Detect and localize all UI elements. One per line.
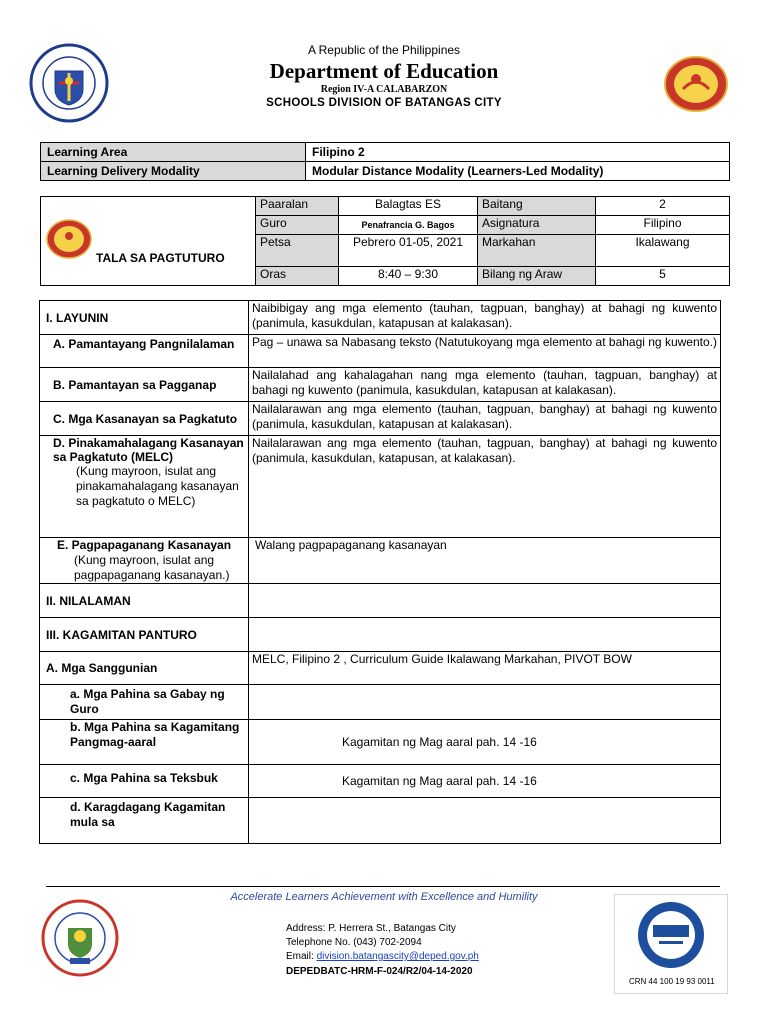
karagdagang-label: d. Karagdagang Kagamitan mula sa: [40, 798, 249, 844]
tala-left-cell: [41, 197, 255, 285]
footer-telephone: Telephone No. (043) 702-2094: [286, 937, 422, 948]
kagamitan-value: [249, 618, 721, 652]
footer-email-line: [286, 951, 479, 962]
pagganap-label: B. Pamantayan sa Pagganap: [40, 368, 249, 402]
gabay-value: [249, 685, 721, 720]
baitang-label: Baitang: [478, 197, 596, 216]
pagpapaganang-label: E. Pagpapaganang Kasanayan: [57, 538, 232, 552]
petsa-label: Petsa: [256, 235, 339, 267]
tala-title: TALA SA PAGTUTURO: [96, 251, 225, 265]
baitang-value: 2: [596, 197, 730, 216]
footer-address: Address: P. Herrera St., Batangas City: [286, 923, 456, 934]
guro-label: Guro: [256, 216, 339, 235]
pagpapaganang-note: (Kung mayroon, isulat ang pagpapaganang kasanayan.): [74, 553, 230, 582]
oras-value: 8:40 – 9:30: [339, 267, 478, 286]
table-row: [256, 216, 730, 235]
pamantayang-label: A. Pamantayang Pangnilalaman: [40, 335, 249, 368]
pagpapaganang-cell: [40, 538, 249, 584]
table-row: [256, 267, 730, 286]
table-row: [40, 584, 721, 618]
division-seal-logo: [663, 55, 729, 113]
table-row: [40, 436, 721, 538]
table-row: [40, 798, 721, 844]
pangmag-value: Kagamitan ng Mag aaral pah. 14 -16: [249, 720, 721, 765]
table-row: [40, 538, 721, 584]
paaralan-label: Paaralan: [256, 197, 339, 216]
nilalaman-label: II. NILALAMAN: [40, 584, 249, 618]
division-seal-small-logo: [46, 219, 92, 259]
melc-value: Nailalarawan ang mga elemento (tauhan, tagpuan, banghay) at bahagi ng kuwento (panimula, kasukdulan, katapusan, at kalakasan).: [249, 436, 721, 538]
republic-line: A Republic of the Philippines: [307, 43, 461, 57]
footer-form-code: DEPEDBATC-HRM-F-024/R2/04-14-2020: [286, 966, 473, 977]
table-row: [40, 402, 721, 436]
table-row: [40, 618, 721, 652]
table-row: [41, 143, 730, 162]
oras-label: Oras: [256, 267, 339, 286]
table-row: [256, 197, 730, 216]
table-row: [40, 765, 721, 798]
bilang-value: 5: [596, 267, 730, 286]
melc-label: D. Pinakamahalagang Kasanayan sa Pagkatuto (MELC): [53, 436, 244, 464]
kasanayan-label: C. Mga Kasanayan sa Pagkatuto: [40, 402, 249, 436]
department-title: Department of Education: [269, 59, 499, 83]
karagdagang-value: [249, 798, 721, 844]
tuv-nord-logo: [637, 901, 705, 969]
footer-email-label: Email:: [286, 951, 317, 962]
pagganap-value: Nailalahad ang kahalagahan nang mga elemento (tauhan, tagpuan, banghay) at bahagi ng kuwento (panimula, kasukdulan, katapusan at kalakasan).: [249, 368, 721, 402]
table-row: [40, 335, 721, 368]
table-row: [40, 301, 721, 335]
gabay-label: a. Mga Pahina sa Gabay ng Guro: [40, 685, 249, 720]
table-row: [40, 652, 721, 685]
table-row: [40, 368, 721, 402]
teksbuk-value: Kagamitan ng Mag aaral pah. 14 -16: [249, 765, 721, 798]
modality-label: Learning Delivery Modality: [41, 162, 306, 181]
learning-area-label: Learning Area: [41, 143, 306, 162]
modality-value: Modular Distance Modality (Learners-Led Modality): [306, 162, 730, 181]
kasanayan-value: Nailalarawan ang mga elemento (tauhan, tagpuan, banghay) at bahagi ng kuwento (panimula, kasukdulan, katapusan at kalakasan).: [249, 402, 721, 436]
region-line: Region IV-A CALABARZON: [320, 84, 448, 95]
petsa-value: Pebrero 01-05, 2021: [339, 235, 478, 267]
melc-cell: [40, 436, 249, 538]
sdo-batangas-seal-logo: [40, 898, 120, 978]
footer-divider: [46, 886, 720, 887]
asignatura-value: Filipino: [596, 216, 730, 235]
table-row: [40, 685, 721, 720]
sanggunian-label: A. Mga Sanggunian: [40, 652, 249, 685]
melc-note: (Kung mayroon, isulat ang pinakamahalagang kasanayan sa pagkatuto o MELC): [76, 464, 239, 508]
pangmag-label: b. Mga Pahina sa Kagamitang Pangmag-aaral: [40, 720, 249, 765]
sanggunian-value: MELC, Filipino 2 , Curriculum Guide Ikalawang Markahan, PIVOT BOW: [249, 652, 721, 685]
learning-info-table: [40, 142, 730, 181]
learning-area-value: Filipino 2: [306, 143, 730, 162]
table-row: [41, 162, 730, 181]
table-row: [256, 235, 730, 267]
layunin-label: I. LAYUNIN: [40, 301, 249, 335]
markahan-label: Markahan: [478, 235, 596, 267]
footer-motto: Accelerate Learners Achievement with Excellence and Humility: [230, 891, 538, 903]
pamantayang-value: Pag – unawa sa Nabasang teksto (Natutukoyang mga elemento at bahagi ng kuwento.): [249, 335, 721, 368]
asignatura-label: Asignatura: [478, 216, 596, 235]
footer-email-link[interactable]: division.batangascity@deped.gov.ph: [316, 951, 479, 962]
bilang-label: Bilang ng Araw: [478, 267, 596, 286]
tala-table: [255, 196, 730, 286]
lesson-plan-table: [39, 300, 721, 844]
iso-certification-badge: [614, 894, 728, 994]
kagamitan-label: III. KAGAMITAN PANTURO: [40, 618, 249, 652]
certificate-number: CRN 44 100 19 93 0011: [629, 977, 715, 986]
nilalaman-value: [249, 584, 721, 618]
pagpapaganang-value: Walang pagpapaganang kasanayan: [249, 538, 721, 584]
paaralan-value: Balagtas ES: [339, 197, 478, 216]
layunin-value: Naibibigay ang mga elemento (tauhan, tagpuan, banghay) at bahagi ng kuwento (panimula, kasukdulan, katapusan at kalakasan).: [249, 301, 721, 335]
teksbuk-label: c. Mga Pahina sa Teksbuk: [40, 765, 249, 798]
division-line: SCHOOLS DIVISION OF BATANGAS CITY: [266, 97, 502, 109]
table-row: [40, 720, 721, 765]
guro-value: Penafrancia G. Bagos: [339, 216, 478, 235]
markahan-value: Ikalawang: [596, 235, 730, 267]
